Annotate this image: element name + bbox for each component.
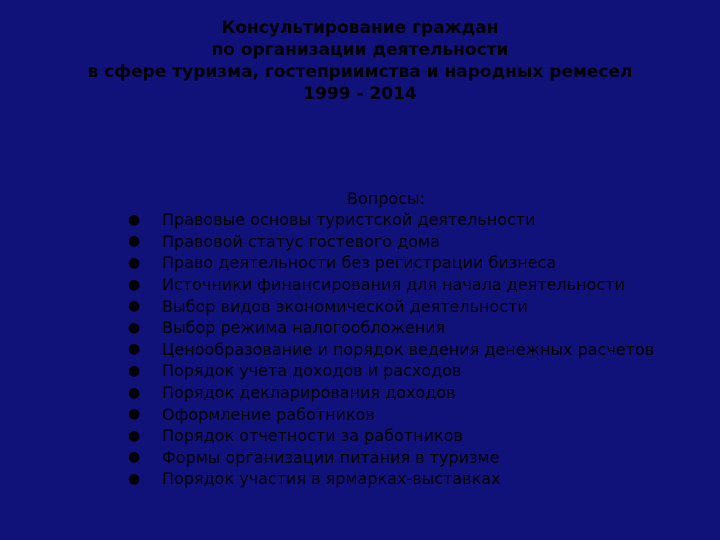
list-item: [128, 447, 708, 469]
title-years: 1999 - 2014: [303, 84, 417, 104]
bullet-icon: ●: [128, 319, 141, 336]
list-item-text: Порядок отчетности за работников: [162, 426, 463, 446]
bullet-icon: ●: [128, 362, 141, 379]
bullet-icon: ●: [128, 470, 141, 487]
list-item: [128, 252, 708, 274]
slide-title: [0, 17, 720, 105]
questions-list: [128, 209, 708, 490]
bullet-icon: ●: [128, 384, 141, 401]
list-item: [128, 425, 708, 447]
list-item: [128, 382, 708, 404]
title-line-3: в сфере туризма, гостеприимства и народных ремесел: [87, 62, 633, 82]
list-item-text: Выбор режима налогообложения: [162, 318, 446, 338]
bullet-icon: ●: [128, 449, 141, 466]
list-item: [128, 231, 708, 253]
list-item-text: Порядок декларирования доходов: [162, 383, 456, 403]
list-item-text: Формы организации питания в туризме: [162, 447, 500, 467]
list-item-text: Выбор видов экономической деятельности: [162, 296, 528, 316]
bullet-icon: ●: [128, 427, 141, 444]
list-item: [128, 468, 708, 490]
list-item-text: Оформление работников: [162, 404, 375, 424]
list-item-text: Порядок участия в ярмарках-выставках: [162, 469, 501, 489]
bullet-icon: ●: [128, 298, 141, 315]
title-line-2: по организации деятельности: [211, 40, 509, 60]
list-item-text: Источники финансирования для начала деятельности: [162, 275, 625, 295]
list-item: [128, 295, 708, 317]
list-item: [128, 360, 708, 382]
title-line-1: Консультирование граждан: [221, 18, 499, 38]
bullet-icon: ●: [128, 233, 141, 250]
questions-heading: Вопросы:: [347, 189, 425, 208]
bullet-icon: ●: [128, 211, 141, 228]
bullet-icon: ●: [128, 406, 141, 423]
list-item: [128, 403, 708, 425]
list-item-text: Право деятельности без регистрации бизнеса: [162, 253, 557, 273]
list-item: [128, 339, 708, 361]
list-item: [128, 274, 708, 296]
list-item-text: Ценообразование и порядок ведения денежных расчетов: [162, 339, 655, 359]
bullet-icon: ●: [128, 341, 141, 358]
bullet-icon: ●: [128, 254, 141, 271]
list-item-text: Правовой статус гостевого дома: [162, 231, 440, 251]
list-item: [128, 317, 708, 339]
list-item-text: Порядок учета доходов и расходов: [162, 361, 462, 381]
list-item: [128, 209, 708, 231]
bullet-icon: ●: [128, 276, 141, 293]
list-item-text: Правовые основы туристской деятельности: [162, 210, 536, 230]
